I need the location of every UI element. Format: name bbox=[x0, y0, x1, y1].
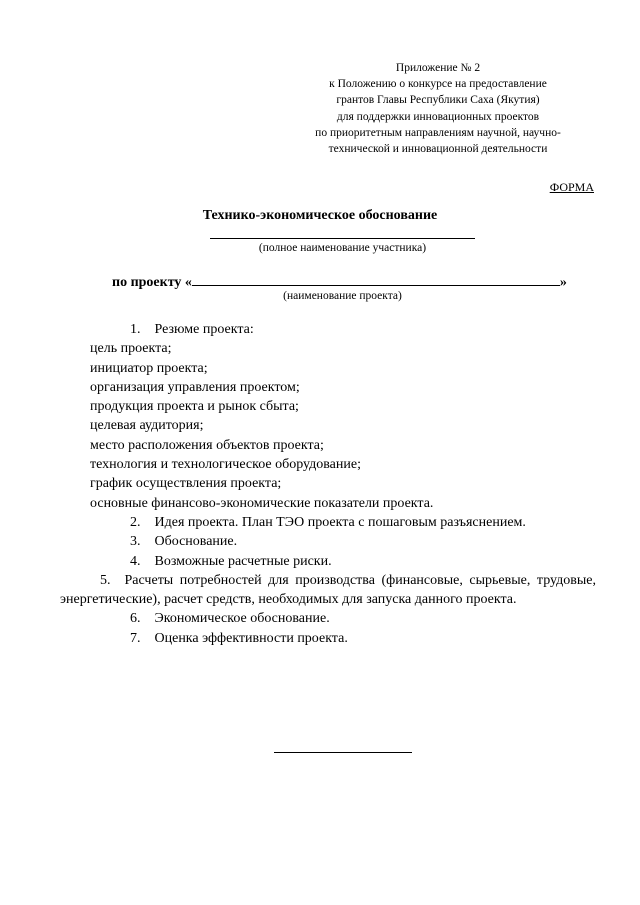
list-subitem bbox=[90, 455, 596, 474]
content-list bbox=[60, 320, 596, 648]
item-text: основные финансово-экономические показатели проекта. bbox=[90, 495, 434, 511]
item-number: 1. bbox=[130, 322, 141, 337]
item-text: цель проекта; bbox=[90, 341, 172, 357]
annex-line: технической и инновационной деятельности bbox=[328, 143, 548, 156]
annex-line: грантов Главы Республики Саха (Якутия) bbox=[336, 94, 540, 107]
annex-line: по приоритетным направлениям научной, научно- bbox=[315, 126, 561, 139]
list-item bbox=[90, 532, 596, 551]
item-text: инициатор проекта; bbox=[90, 360, 208, 376]
list-subitem bbox=[90, 378, 596, 397]
list-subitem bbox=[90, 359, 596, 378]
item-text: организация управления проектом; bbox=[90, 379, 300, 395]
annex-line: Приложение № 2 bbox=[395, 62, 481, 74]
list-item bbox=[90, 513, 596, 532]
list-item bbox=[90, 609, 596, 628]
list-subitem bbox=[90, 416, 596, 435]
list-subitem bbox=[90, 397, 596, 416]
list-subitem bbox=[90, 436, 596, 455]
item-text: Обоснование. bbox=[154, 534, 238, 550]
participant-name-field[interactable] bbox=[210, 238, 475, 239]
item-text: продукция проекта и рынок сбыта; bbox=[90, 399, 299, 415]
item-number: 7. bbox=[130, 630, 141, 646]
item-number: 4. bbox=[130, 553, 141, 569]
item-number: 2. bbox=[130, 514, 141, 530]
list-item bbox=[90, 320, 596, 339]
item-text: Резюме проекта: bbox=[154, 322, 254, 337]
item-text: Идея проекта. План ТЭО проекта с пошаговым разъяснением. bbox=[154, 514, 526, 530]
item-number: 5. bbox=[100, 572, 111, 588]
annex-line: к Положению о конкурсе на предоставление bbox=[329, 78, 547, 91]
item-number: 6. bbox=[130, 611, 141, 627]
item-number: 3. bbox=[130, 534, 141, 550]
signature-line bbox=[274, 752, 412, 753]
form-label: ФОРМА bbox=[549, 180, 594, 194]
item-text: Экономическое обоснование. bbox=[154, 611, 330, 627]
list-subitem bbox=[90, 474, 596, 493]
project-prefix: по проекту « bbox=[112, 275, 192, 290]
annex-line: для поддержки инновационных проектов bbox=[336, 110, 540, 123]
item-text: график осуществления проекта; bbox=[90, 476, 282, 492]
list-item bbox=[60, 571, 596, 610]
item-text: место расположения объектов проекта; bbox=[90, 437, 324, 453]
participant-caption: (полное наименование участника) bbox=[258, 242, 427, 254]
item-text: Оценка эффективности проекта. bbox=[154, 630, 348, 646]
list-item bbox=[90, 629, 596, 648]
list-subitem bbox=[90, 339, 596, 358]
list-subitem bbox=[90, 494, 596, 513]
project-name-field[interactable] bbox=[192, 272, 560, 286]
annex-header bbox=[288, 60, 588, 157]
list-item bbox=[90, 552, 596, 571]
item-text: Расчеты потребностей для производства (финансовые, сырьевые, трудовые, энергетические), расчет средств, необходимых для запуска данного проекта. bbox=[60, 572, 596, 608]
item-text: технология и технологическое оборудование; bbox=[90, 457, 361, 473]
project-caption: (наименование проекта) bbox=[283, 290, 402, 302]
project-suffix: » bbox=[559, 275, 567, 290]
item-text: целевая аудитория; bbox=[90, 418, 204, 434]
project-name-row bbox=[112, 272, 567, 291]
item-text: Возможные расчетные риски. bbox=[154, 553, 332, 569]
document-title: Технико-экономическое обоснование bbox=[202, 208, 438, 223]
